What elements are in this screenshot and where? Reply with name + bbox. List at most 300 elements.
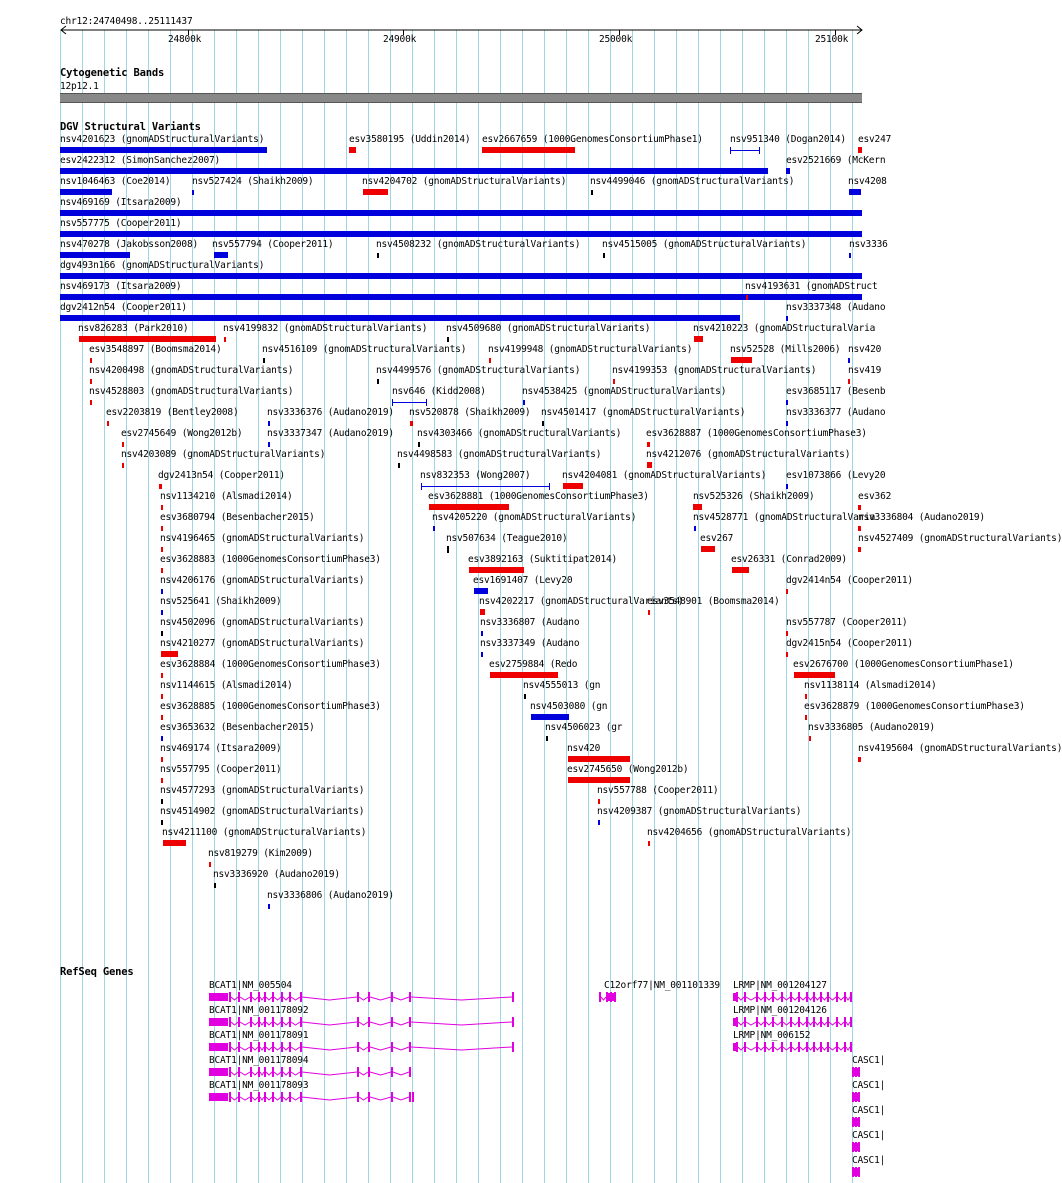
- variant-bar[interactable]: [568, 777, 630, 783]
- variant-label[interactable]: nsv3336804 (Audano2019): [858, 512, 985, 523]
- variant-bar[interactable]: [694, 336, 703, 342]
- gene-model[interactable]: [847, 1166, 864, 1178]
- variant-label[interactable]: esv3628887 (1000GenomesConsortiumPhase3): [646, 428, 867, 439]
- variant-bar[interactable]: [161, 778, 163, 783]
- variant-bar[interactable]: [563, 483, 583, 489]
- variant-label[interactable]: nsv420: [848, 344, 882, 355]
- variant-bar[interactable]: [161, 631, 163, 636]
- variant-bar[interactable]: [648, 841, 650, 846]
- variant-label[interactable]: dgv2414n54 (Cooper2011): [786, 575, 913, 586]
- gene-exon: [409, 1042, 411, 1052]
- variant-label[interactable]: nsv4506023 (gr: [545, 722, 623, 733]
- variant-label[interactable]: esv2667659 (1000GenomesConsortiumPhase1): [482, 134, 703, 145]
- variant-bar[interactable]: [161, 757, 163, 762]
- variant-label[interactable]: nsv4538425 (gnomADStructuralVariants): [522, 386, 727, 397]
- variant-label[interactable]: esv3628881 (1000GenomesConsortiumPhase3): [428, 491, 649, 502]
- gene-intron: [266, 1022, 272, 1025]
- variant-label[interactable]: nsv3336377 (Audano: [786, 407, 886, 418]
- variant-bar[interactable]: [731, 357, 752, 363]
- gene-label[interactable]: CASC1|: [852, 1055, 886, 1066]
- variant-label[interactable]: nsv4195604 (gnomADStructuralVariants): [858, 743, 1062, 754]
- gene-label[interactable]: BCAT1|NM_005504: [209, 980, 292, 991]
- variant-label[interactable]: esv3685117 (Besenb: [786, 386, 886, 397]
- variant-label[interactable]: nsv527424 (Shaikh2009): [192, 176, 314, 187]
- gene-exon: [820, 1042, 822, 1052]
- variant-bar[interactable]: [60, 189, 112, 195]
- gene-utr-block: [209, 1068, 228, 1076]
- gene-label[interactable]: BCAT1|NM_001178092: [209, 1005, 309, 1016]
- variant-bar[interactable]: [474, 588, 488, 594]
- variant-label[interactable]: esv3548897 (Boomsma2014): [89, 344, 222, 355]
- variant-bar[interactable]: [122, 442, 124, 447]
- gene-intron: [266, 1097, 272, 1100]
- variant-label[interactable]: esv2521669 (McKern: [786, 155, 886, 166]
- variant-label[interactable]: esv26331 (Conrad2009): [731, 554, 847, 565]
- gene-exon: [272, 992, 274, 1002]
- variant-label[interactable]: nsv557787 (Cooper2011): [786, 617, 908, 628]
- variant-label[interactable]: nsv4508232 (gnomADStructuralVariants): [376, 239, 581, 250]
- variant-bar[interactable]: [161, 651, 178, 657]
- variant-bar[interactable]: [531, 714, 569, 720]
- variant-label[interactable]: nsv507634 (Teague2010): [446, 533, 568, 544]
- variant-label[interactable]: nsv4210277 (gnomADStructuralVariants): [160, 638, 365, 649]
- variant-bar[interactable]: [701, 546, 715, 552]
- variant-bar[interactable]: [858, 757, 861, 762]
- gene-exon: [229, 1092, 231, 1102]
- ruler-tick-label: 24900k: [383, 34, 417, 45]
- variant-bar[interactable]: [613, 379, 615, 384]
- gene-utr-block: [733, 1043, 736, 1051]
- gene-exon: [858, 1142, 860, 1152]
- gene-label[interactable]: CASC1|: [852, 1130, 886, 1141]
- variant-label[interactable]: nsv4509680 (gnomADStructuralVariants): [446, 323, 651, 334]
- gene-model[interactable]: [597, 991, 616, 1003]
- variant-bar[interactable]: [268, 421, 270, 426]
- variant-label[interactable]: nsv3336806 (Audano2019): [267, 890, 394, 901]
- variant-label[interactable]: nsv1046463 (Coe2014): [60, 176, 171, 187]
- variant-bar[interactable]: [268, 904, 270, 909]
- variant-bar[interactable]: [568, 756, 630, 762]
- variant-bar[interactable]: [60, 294, 862, 300]
- variant-label[interactable]: nsv4209387 (gnomADStructuralVariants): [597, 806, 802, 817]
- variant-label[interactable]: nsv819279 (Kim2009): [208, 848, 313, 859]
- variant-label[interactable]: nsv4514902 (gnomADStructuralVariants): [160, 806, 365, 817]
- variant-label[interactable]: nsv4206176 (gnomADStructuralVariants): [160, 575, 365, 586]
- variant-label[interactable]: nsv4528803 (gnomADStructuralVariants): [89, 386, 294, 397]
- gene-model[interactable]: [731, 1041, 860, 1053]
- variant-label[interactable]: nsv470278 (Jakobsson2008): [60, 239, 198, 250]
- variant-bar[interactable]: [90, 358, 92, 363]
- variant-bar[interactable]: [482, 147, 575, 153]
- gene-label[interactable]: C12orf77|NM_001101339: [604, 980, 720, 991]
- gene-model[interactable]: [847, 1091, 864, 1103]
- variant-label[interactable]: nsv4199832 (gnomADStructuralVariants): [223, 323, 428, 334]
- variant-label[interactable]: nsv4202217 (gnomADStructuralVariants): [479, 596, 684, 607]
- variant-label[interactable]: dgv493n166 (gnomADStructuralVariants): [60, 260, 265, 271]
- variant-label[interactable]: nsv4577293 (gnomADStructuralVariants): [160, 785, 365, 796]
- variant-bar[interactable]: [480, 609, 485, 615]
- variant-label[interactable]: nsv3336807 (Audano: [480, 617, 580, 628]
- variant-bar[interactable]: [490, 672, 558, 678]
- variant-label[interactable]: nsv1134210 (Alsmadi2014): [160, 491, 293, 502]
- variant-bar[interactable]: [192, 190, 194, 195]
- gene-exon: [300, 1017, 302, 1027]
- variant-bar[interactable]: [60, 210, 862, 216]
- variant-bar[interactable]: [786, 400, 788, 405]
- variant-bar[interactable]: [786, 168, 790, 174]
- variant-label[interactable]: nsv3336376 (Audano2019): [267, 407, 394, 418]
- variant-label[interactable]: nsv557788 (Cooper2011): [597, 785, 719, 796]
- variant-bar[interactable]: [794, 672, 835, 678]
- variant-bar[interactable]: [263, 358, 265, 363]
- variant-label[interactable]: nsv557775 (Cooper2011): [60, 218, 182, 229]
- variant-bar[interactable]: [60, 168, 768, 174]
- variant-bar[interactable]: [161, 736, 163, 741]
- variant-span-end: [392, 399, 393, 406]
- variant-bar[interactable]: [732, 567, 749, 573]
- variant-bar[interactable]: [398, 463, 400, 468]
- gene-intron: [601, 997, 606, 1000]
- variant-bar[interactable]: [214, 252, 228, 258]
- variant-bar[interactable]: [648, 610, 650, 615]
- variant-bar[interactable]: [60, 147, 267, 153]
- variant-bar[interactable]: [60, 231, 862, 237]
- variant-bar[interactable]: [161, 694, 163, 699]
- gene-intron: [370, 997, 391, 1000]
- variant-label[interactable]: nsv4210223 (gnomADStructuralVaria: [693, 323, 876, 334]
- gene-model[interactable]: [207, 1091, 414, 1103]
- variant-label[interactable]: esv2745649 (Wong2012b): [121, 428, 243, 439]
- variant-bar[interactable]: [268, 442, 270, 447]
- variant-bar[interactable]: [60, 273, 862, 279]
- variant-bar[interactable]: [546, 736, 548, 741]
- variant-bar[interactable]: [786, 484, 788, 489]
- variant-label[interactable]: nsv4515005 (gnomADStructuralVariants): [602, 239, 807, 250]
- variant-bar[interactable]: [377, 253, 379, 258]
- variant-label[interactable]: esv3653632 (Besenbacher2015): [160, 722, 315, 733]
- gene-intron: [359, 1072, 368, 1075]
- variant-label[interactable]: nsv3336805 (Audano2019): [808, 722, 935, 733]
- variant-label[interactable]: nsv469169 (Itsara2009): [60, 197, 182, 208]
- variant-span-end: [426, 399, 427, 406]
- gene-exon: [357, 1017, 359, 1027]
- variant-bar[interactable]: [647, 462, 652, 468]
- gene-intron: [302, 1072, 357, 1075]
- variant-bar[interactable]: [647, 442, 650, 447]
- variant-label[interactable]: nsv52528 (Mills2006): [730, 344, 841, 355]
- cytoband-bar[interactable]: [60, 93, 862, 103]
- gene-exon: [409, 1017, 411, 1027]
- variant-label[interactable]: nsv4303466 (gnomADStructuralVariants): [417, 428, 622, 439]
- variant-bar[interactable]: [603, 253, 605, 258]
- variant-bar[interactable]: [429, 504, 509, 510]
- gene-intron: [792, 1047, 798, 1050]
- gene-intron: [274, 997, 281, 1000]
- variant-bar[interactable]: [848, 358, 850, 363]
- variant-label[interactable]: esv2759884 (Redo: [489, 659, 578, 670]
- variant-bar[interactable]: [79, 336, 216, 342]
- variant-bar[interactable]: [858, 147, 862, 153]
- gene-model[interactable]: [207, 1016, 514, 1028]
- variant-label[interactable]: esv2203819 (Bentley2008): [106, 407, 239, 418]
- variant-label[interactable]: nsv4200498 (gnomADStructuralVariants): [89, 365, 294, 376]
- variant-bar[interactable]: [591, 190, 593, 195]
- gene-exon: [391, 1067, 393, 1077]
- variant-bar[interactable]: [786, 589, 788, 594]
- gene-label[interactable]: LRMP|NM_001204127: [733, 980, 827, 991]
- gene-label[interactable]: CASC1|: [852, 1080, 886, 1091]
- variant-label[interactable]: dgv2415n54 (Cooper2011): [786, 638, 913, 649]
- variant-label[interactable]: nsv1138114 (Alsmadi2014): [804, 680, 937, 691]
- variant-label[interactable]: nsv1144615 (Alsmadi2014): [160, 680, 293, 691]
- variant-label[interactable]: nsv469174 (Itsara2009): [160, 743, 282, 754]
- variant-bar[interactable]: [163, 840, 186, 846]
- variant-label[interactable]: nsv4193631 (gnomADStruct: [745, 281, 878, 292]
- gene-exon: [852, 1067, 854, 1077]
- gene-model[interactable]: [731, 1016, 860, 1028]
- gene-intron: [302, 1047, 357, 1050]
- gene-intron: [231, 1097, 238, 1100]
- gene-model[interactable]: [847, 1141, 864, 1153]
- variant-bar[interactable]: [524, 694, 526, 699]
- variant-label[interactable]: esv3628883 (1000GenomesConsortiumPhase3): [160, 554, 381, 565]
- gene-label[interactable]: BCAT1|NM_001178094: [209, 1055, 309, 1066]
- variant-bar[interactable]: [90, 400, 92, 405]
- variant-label[interactable]: nsv469173 (Itsara2009): [60, 281, 182, 292]
- variant-label[interactable]: nsv4516109 (gnomADStructuralVariants): [262, 344, 467, 355]
- variant-label[interactable]: esv2676700 (1000GenomesConsortiumPhase1): [793, 659, 1014, 670]
- gene-label[interactable]: CASC1|: [852, 1105, 886, 1116]
- variant-bar[interactable]: [542, 421, 544, 426]
- variant-bar[interactable]: [161, 589, 163, 594]
- variant-label[interactable]: esv2422312 (SimonSanchez2007): [60, 155, 221, 166]
- gene-exon: [258, 1092, 260, 1102]
- variant-label[interactable]: nsv951340 (Dogan2014): [730, 134, 846, 145]
- variant-bar[interactable]: [224, 337, 226, 342]
- variant-bar[interactable]: [489, 358, 491, 363]
- gene-intron: [274, 1097, 281, 1100]
- variant-span[interactable]: [392, 402, 427, 403]
- gene-intron: [291, 997, 300, 1000]
- gene-label[interactable]: BCAT1|NM_001178093: [209, 1080, 309, 1091]
- variant-label[interactable]: nsv4196465 (gnomADStructuralVariants): [160, 533, 365, 544]
- variant-bar[interactable]: [161, 820, 163, 825]
- gene-label[interactable]: BCAT1|NM_001178091: [209, 1030, 309, 1041]
- variant-label[interactable]: nsv3337349 (Audano: [480, 638, 580, 649]
- variant-bar[interactable]: [858, 505, 861, 510]
- variant-label[interactable]: nsv420: [567, 743, 601, 754]
- variant-label[interactable]: nsv557794 (Cooper2011): [212, 239, 334, 250]
- variant-label[interactable]: esv3580195 (Uddin2014): [349, 134, 471, 145]
- variant-bar[interactable]: [786, 631, 788, 636]
- variant-bar[interactable]: [849, 189, 861, 195]
- variant-label[interactable]: nsv4211100 (gnomADStructuralVariants): [162, 827, 367, 838]
- variant-bar[interactable]: [809, 736, 811, 741]
- variant-label[interactable]: nsv4499576 (gnomADStructuralVariants): [376, 365, 581, 376]
- variant-label[interactable]: nsv4502096 (gnomADStructuralVariants): [160, 617, 365, 628]
- gene-intron: [774, 1022, 781, 1025]
- gene-exon: [798, 992, 800, 1002]
- gene-exon: [781, 992, 783, 1002]
- variant-bar[interactable]: [786, 652, 788, 657]
- gene-intron: [260, 1072, 264, 1075]
- variant-label[interactable]: nsv419: [848, 365, 882, 376]
- gene-model[interactable]: [731, 991, 860, 1003]
- variant-bar[interactable]: [858, 547, 861, 552]
- variant-label[interactable]: nsv4501417 (gnomADStructuralVariants): [541, 407, 746, 418]
- variant-label[interactable]: nsv4203089 (gnomADStructuralVariants): [121, 449, 326, 460]
- variant-label[interactable]: nsv4204656 (gnomADStructuralVariants): [647, 827, 852, 838]
- variant-label[interactable]: nsv646 (Kidd2008): [392, 386, 486, 397]
- gene-intron: [815, 997, 820, 1000]
- gene-label[interactable]: LRMP|NM_001204126: [733, 1005, 827, 1016]
- variant-label[interactable]: nsv832353 (Wong2007): [420, 470, 531, 481]
- gene-utr-block: [733, 993, 736, 1001]
- gene-exon: [357, 992, 359, 1002]
- variant-bar[interactable]: [848, 379, 850, 384]
- variant-label[interactable]: esv2745650 (Wong2012b): [567, 764, 689, 775]
- variant-label[interactable]: esv3628884 (1000GenomesConsortiumPhase3): [160, 659, 381, 670]
- variant-bar[interactable]: [523, 400, 525, 405]
- variant-label[interactable]: nsv4199353 (gnomADStructuralVariants): [612, 365, 817, 376]
- variant-span[interactable]: [421, 486, 550, 487]
- variant-bar[interactable]: [363, 189, 388, 195]
- gene-exon: [250, 1042, 252, 1052]
- variant-bar[interactable]: [349, 147, 356, 153]
- variant-label[interactable]: nsv3337348 (Audano: [786, 302, 886, 313]
- gene-exon: [855, 1067, 857, 1077]
- variant-bar[interactable]: [161, 673, 163, 678]
- gene-intron: [783, 1022, 790, 1025]
- variant-label[interactable]: nsv4199948 (gnomADStructuralVariants): [488, 344, 693, 355]
- variant-label[interactable]: esv3628879 (1000GenomesConsortiumPhase3): [804, 701, 1025, 712]
- variant-bar[interactable]: [433, 526, 435, 531]
- variant-bar[interactable]: [786, 316, 788, 321]
- variant-bar[interactable]: [209, 862, 211, 867]
- variant-label[interactable]: nsv4208: [848, 176, 887, 187]
- variant-bar[interactable]: [418, 442, 420, 447]
- variant-bar[interactable]: [107, 421, 109, 426]
- variant-label[interactable]: nsv4212076 (gnomADStructuralVariants): [646, 449, 851, 460]
- variant-bar[interactable]: [410, 421, 413, 426]
- variant-label[interactable]: nsv4204702 (gnomADStructuralVariants): [362, 176, 567, 187]
- variant-label[interactable]: nsv4555013 (gn: [523, 680, 601, 691]
- gene-model[interactable]: [847, 1116, 864, 1128]
- gene-model[interactable]: [207, 1066, 412, 1078]
- gene-intron: [274, 1047, 281, 1050]
- gene-exon: [264, 992, 266, 1002]
- variant-label[interactable]: nsv525326 (Shaikh2009): [693, 491, 815, 502]
- variant-label[interactable]: esv362: [858, 491, 892, 502]
- ruler-location: chr12:24740498..25111437: [60, 16, 193, 27]
- variant-bar[interactable]: [849, 253, 851, 258]
- variant-label[interactable]: nsv4527409 (gnomADStructuralVariants): [858, 533, 1062, 544]
- variant-bar[interactable]: [161, 505, 163, 510]
- variant-bar[interactable]: [159, 484, 162, 489]
- variant-label[interactable]: esv267: [700, 533, 734, 544]
- variant-bar[interactable]: [161, 526, 163, 531]
- gene-utr-block: [209, 1018, 228, 1026]
- variant-label[interactable]: nsv4499046 (gnomADStructuralVariants): [590, 176, 795, 187]
- variant-bar[interactable]: [90, 379, 92, 384]
- gene-intron: [359, 1022, 368, 1025]
- gene-exon: [852, 1092, 854, 1102]
- gene-exon: [852, 1167, 854, 1177]
- variant-bar[interactable]: [60, 315, 740, 321]
- variant-bar[interactable]: [746, 295, 748, 300]
- variant-label[interactable]: dgv2413n54 (Cooper2011): [158, 470, 285, 481]
- variant-label[interactable]: nsv826283 (Park2010): [78, 323, 189, 334]
- gene-model[interactable]: [207, 991, 514, 1003]
- variant-label[interactable]: esv3548901 (Boomsma2014): [647, 596, 780, 607]
- variant-label[interactable]: nsv525641 (Shaikh2009): [160, 596, 282, 607]
- gene-model[interactable]: [207, 1041, 514, 1053]
- variant-bar[interactable]: [214, 883, 216, 888]
- variant-label[interactable]: nsv4498583 (gnomADStructuralVariants): [397, 449, 602, 460]
- gene-exon: [368, 1042, 370, 1052]
- variant-label[interactable]: esv247: [858, 134, 892, 145]
- variant-bar[interactable]: [161, 799, 163, 804]
- variant-bar[interactable]: [469, 567, 524, 573]
- variant-bar[interactable]: [693, 504, 702, 510]
- gene-intron: [846, 1022, 850, 1025]
- variant-bar[interactable]: [858, 526, 861, 531]
- variant-bar[interactable]: [481, 652, 483, 657]
- gene-model[interactable]: [847, 1066, 864, 1078]
- gene-exon: [852, 1142, 854, 1152]
- variant-label[interactable]: esv3892163 (Suktitipat2014): [468, 554, 618, 565]
- variant-bar[interactable]: [161, 610, 163, 615]
- variant-span[interactable]: [730, 150, 760, 151]
- gene-label[interactable]: LRMP|NM_006152: [733, 1030, 811, 1041]
- variant-label[interactable]: esv1073866 (Levy20: [786, 470, 886, 481]
- variant-bar[interactable]: [377, 379, 379, 384]
- variant-bar[interactable]: [447, 337, 449, 342]
- variant-label[interactable]: esv3680794 (Besenbacher2015): [160, 512, 315, 523]
- variant-bar[interactable]: [122, 463, 124, 468]
- variant-label[interactable]: nsv3337347 (Audano2019): [267, 428, 394, 439]
- variant-bar[interactable]: [481, 631, 483, 636]
- variant-label[interactable]: nsv3336: [849, 239, 888, 250]
- variant-label[interactable]: nsv3336920 (Audano2019): [213, 869, 340, 880]
- variant-bar[interactable]: [694, 526, 696, 531]
- variant-bar[interactable]: [598, 820, 600, 825]
- variant-label[interactable]: nsv4204081 (gnomADStructuralVariants): [562, 470, 767, 481]
- variant-bar[interactable]: [786, 421, 788, 426]
- variant-bar[interactable]: [598, 799, 600, 804]
- variant-label[interactable]: esv3628885 (1000GenomesConsortiumPhase3): [160, 701, 381, 712]
- variant-label[interactable]: nsv4503080 (gn: [530, 701, 608, 712]
- variant-bar[interactable]: [805, 694, 807, 699]
- variant-bar[interactable]: [161, 715, 163, 720]
- gene-label[interactable]: CASC1|: [852, 1155, 886, 1166]
- variant-label[interactable]: nsv4528771 (gnomADStructuralVaria: [693, 512, 876, 523]
- variant-label[interactable]: nsv4201623 (gnomADStructuralVariants): [60, 134, 265, 145]
- gene-exon: [272, 1092, 274, 1102]
- variant-bar[interactable]: [161, 547, 163, 552]
- gene-exon: [281, 1017, 283, 1027]
- gene-exon: [229, 1067, 231, 1077]
- gene-intron: [792, 997, 798, 1000]
- variant-bar[interactable]: [161, 568, 163, 573]
- variant-bar[interactable]: [60, 252, 130, 258]
- variant-label[interactable]: dgv2412n54 (Cooper2011): [60, 302, 187, 313]
- variant-bar[interactable]: [805, 715, 807, 720]
- variant-label[interactable]: nsv557795 (Cooper2011): [160, 764, 282, 775]
- variant-label[interactable]: esv1691407 (Levy20: [473, 575, 573, 586]
- variant-label[interactable]: nsv520878 (Shaikh2009): [409, 407, 531, 418]
- variant-label[interactable]: nsv4205220 (gnomADStructuralVariants): [432, 512, 637, 523]
